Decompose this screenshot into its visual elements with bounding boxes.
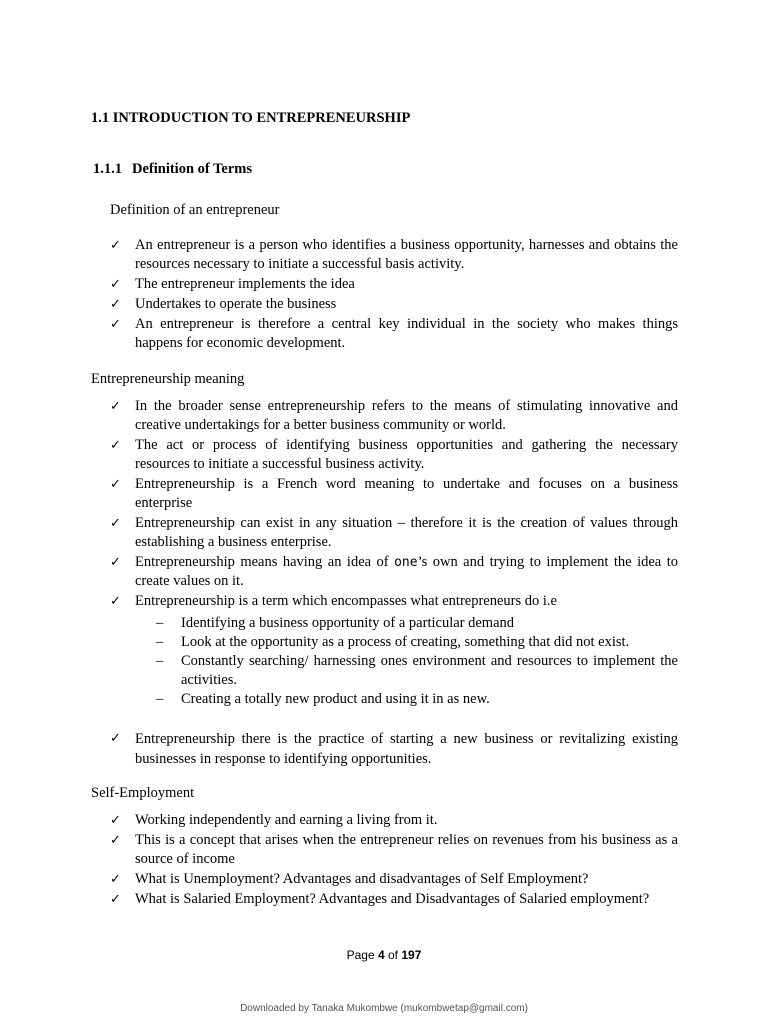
list-item: ✓ An entrepreneur is therefore a central key individual in the society who makes things happens for economic development.	[110, 316, 678, 351]
checkmark-icon: ✓	[110, 399, 121, 414]
checkmark-icon: ✓	[110, 892, 121, 907]
list-item: ✓ Entrepreneurship can exist in any situation – therefore it is the creation of values through establishing a business enterprise.	[110, 515, 678, 550]
checkmark-icon: ✓	[110, 438, 121, 453]
checkmark-icon: ✓	[110, 833, 121, 848]
subsection-title: Definition of Terms	[132, 161, 253, 177]
sublist-item: – Look at the opportunity as a process of creating, something that did not exist.	[156, 634, 630, 650]
checkmark-icon: ✓	[110, 297, 121, 312]
list-item: ✓ The act or process of identifying business opportunities and gathering the necessary resources to initiate a successful business activity.	[110, 437, 678, 472]
list-item: ✓ Entrepreneurship means having an idea of one’s own and trying to implement the idea to create values on it.	[110, 554, 678, 589]
checkmark-icon: ✓	[110, 555, 121, 570]
entrepreneurship-meaning-list	[110, 397, 678, 710]
section-heading: 1.1 INTRODUCTION TO ENTREPRENEURSHIP	[91, 110, 411, 126]
checkmark-icon: ✓	[110, 238, 121, 253]
self-employment-label: Self-Employment	[91, 785, 195, 801]
list-item: ✓ Entrepreneurship there is the practice of starting a new business or revitalizing existing businesses in response to identifying opportunities.	[110, 731, 678, 767]
list-item: ✓ Working independently and earning a living from it.	[110, 812, 438, 828]
entrepreneurship-practice-list	[110, 729, 678, 770]
list-item: ✓ This is a concept that arises when the entrepreneur relies on revenues from his business as a source of income	[110, 832, 678, 867]
checkmark-icon: ✓	[110, 731, 121, 746]
entrepreneur-definition-label: Definition of an entrepreneur	[110, 202, 280, 218]
list-item: ✓ An entrepreneur is a person who identifies a business opportunity, harnesses and obtains the resources necessary to initiate a successful basis activity.	[110, 237, 678, 272]
dash-icon: –	[156, 615, 164, 631]
list-item: ✓ Entrepreneurship is a French word meaning to undertake and focuses on a business enterprise	[110, 476, 678, 511]
checkmark-icon: ✓	[110, 277, 121, 292]
list-item: ✓ The entrepreneur implements the idea	[110, 276, 355, 292]
list-item: ✓ Undertakes to operate the business	[110, 296, 337, 312]
entrepreneur-activities-sublist	[135, 614, 678, 709]
dash-icon: –	[156, 691, 164, 707]
list-item: ✓ In the broader sense entrepreneurship refers to the means of stimulating innovative and creative undertakings for a better business community or world.	[110, 398, 678, 433]
checkmark-icon: ✓	[110, 594, 121, 609]
download-note: Downloaded by Tanaka Mukombwe (mukombwetap@gmail.com)	[240, 1003, 528, 1014]
list-item: ✓ What is Salaried Employment? Advantages and Disadvantages of Salaried employment?	[110, 891, 650, 907]
checkmark-icon: ✓	[110, 317, 121, 332]
entrepreneur-definition-list	[110, 236, 678, 354]
list-item: ✓ What is Unemployment? Advantages and disadvantages of Self Employment?	[110, 871, 589, 887]
subsection-heading	[93, 161, 252, 178]
sublist-item: – Creating a totally new product and using it in as new.	[156, 691, 490, 707]
page-number: Page 4 of 197	[346, 948, 422, 962]
list-item: ✓ Entrepreneurship is a term which encompasses what entrepreneurs do i.e – Identifying a business opportunity of a particular demand – Look at the opportunity as a process of creating, something that did not exist. – Constantly searching/ harnessing ones environment and resources to implement the activities. – Creating a totally new product and using it in as new.	[110, 593, 678, 707]
dash-icon: –	[156, 653, 164, 669]
self-employment-list	[110, 811, 678, 910]
checkmark-icon: ✓	[110, 516, 121, 531]
checkmark-icon: ✓	[110, 477, 121, 492]
sublist-item: – Identifying a business opportunity of a particular demand	[156, 615, 515, 631]
checkmark-icon: ✓	[110, 872, 121, 887]
checkmark-icon: ✓	[110, 813, 121, 828]
sublist-item: – Constantly searching/ harnessing ones environment and resources to implement the activities.	[156, 653, 678, 688]
entrepreneurship-meaning-label: Entrepreneurship meaning	[91, 371, 245, 387]
subsection-number: 1.1.1	[93, 161, 122, 177]
dash-icon: –	[156, 634, 164, 650]
